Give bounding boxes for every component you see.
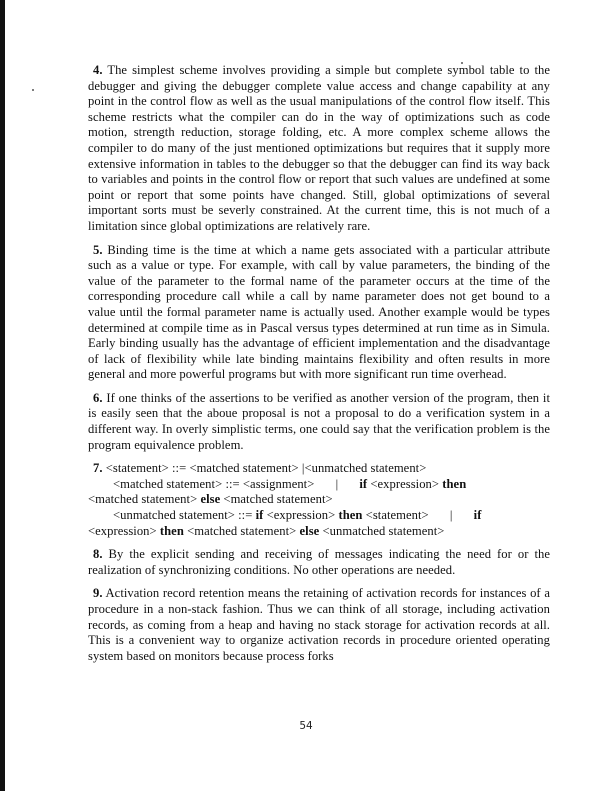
grammar-nonterminal: <unmatched statement>	[113, 508, 235, 523]
grammar-line	[88, 461, 550, 477]
grammar-nonterminal: <matched statement>	[88, 492, 198, 507]
note-7-grammar	[88, 461, 550, 539]
note-8	[88, 547, 550, 578]
grammar-keyword: then	[442, 476, 467, 491]
grammar-nonterminal: <matched statement>	[113, 476, 223, 491]
grammar-nonterminal: <expression>	[370, 476, 440, 491]
grammar-line	[88, 492, 550, 508]
note-text: By the explicit sending and receiving of messages indicating the need for or the realization of synchronizing conditions. No other operations are needed.	[88, 547, 550, 577]
grammar-nonterminal: <statement>	[105, 461, 169, 476]
grammar-operator: ::=	[225, 476, 240, 491]
grammar-nonterminal: <expression>	[88, 523, 157, 538]
note-number: 7.	[93, 461, 103, 476]
note-9	[88, 586, 550, 664]
grammar-nonterminal: <expression>	[266, 508, 336, 523]
note-number: 4.	[93, 63, 103, 77]
scan-edge-bar	[0, 0, 5, 791]
grammar-keyword: then	[159, 523, 184, 538]
note-text: Binding time is the time at which a name gets associated with a particular attribute such as a value or type. For example, with call by value parameters, the binding of the value of the parameter to the formal name of the parameter occurs at the time of the corresponding procedure call while a call by name parameter does not get bound to a value until the formal parameter name is actually used. Another example would be types determined at compile time as in Pascal versus types determined at run time as in Simula. Early binding usually has the advantage of efficient implementation and the disadvantage of lack of flexibility while late binding maintains flexibility and often results in more general and more powerful programs but with more significant run time overhead.	[88, 242, 550, 382]
grammar-line	[88, 477, 550, 493]
note-number: 9.	[93, 586, 103, 601]
grammar-nonterminal: <statement>	[365, 508, 429, 523]
note-number: 5.	[93, 242, 103, 257]
page-body	[88, 63, 550, 672]
grammar-keyword: if	[359, 476, 368, 491]
grammar-keyword: if	[255, 508, 264, 523]
grammar-nonterminal: <assignment>	[242, 476, 315, 491]
note-text: If one thinks of the assertions to be verified as another version of the program, then it is easily seen that the aboue proposal is not a proposal to do a verification system in a different way. In overly simplistic terms, one could say that the verification problem is the program equivalence problem.	[88, 390, 550, 452]
grammar-keyword: else	[200, 492, 221, 507]
note-text: The simplest scheme involves providing a simple but complete symbol table to the debugger and giving the debugger complete value access and change capability at any point in the control flow as well as the usual manipulations of the control flow itself. This scheme restricts what the compiler can do in the way of optimizations such as code motion, strength reduction, storage folding, etc. A more complex scheme allows the compiler to do many of the just mentioned optimizations but requires that it supply more extensive information in tables to the debugger so that the debugger can find its way back to variables and points in the control flow or report that such values are undefined at some point or report that some points have changed. Still, global optimizations of several important sorts must be severly constrained. At the current time, this is not much of a limitation since global optimizations are relatively rare.	[88, 63, 550, 233]
scan-speck	[32, 89, 34, 91]
grammar-nonterminal: <matched statement>	[189, 461, 299, 476]
grammar-keyword: else	[299, 523, 320, 538]
grammar-nonterminal: <unmatched statement>	[304, 461, 427, 476]
note-5	[88, 243, 550, 383]
note-4	[88, 63, 550, 235]
note-number: 6.	[93, 390, 103, 405]
grammar-bar: |	[449, 508, 453, 523]
grammar-keyword: if	[473, 508, 482, 523]
grammar-bar: |	[335, 476, 339, 491]
grammar-bar: |	[301, 461, 305, 476]
grammar-keyword: then	[338, 508, 363, 523]
note-number: 8.	[93, 547, 103, 562]
grammar-line	[88, 508, 550, 524]
grammar-line	[88, 524, 550, 540]
grammar-operator: ::=	[238, 508, 253, 523]
note-text: Activation record retention means the retaining of activation records for instances of a procedure in a non-stack fashion. Thus we can think of all storage, including activation records, as coming from a heap and having no stack storage for activation records at all. This is a convenient way to organize activation records in procedure oriented operating system based on monitors because process forks	[88, 586, 550, 663]
grammar-operator: ::=	[171, 461, 187, 476]
grammar-nonterminal: <matched statement>	[223, 492, 333, 507]
grammar-nonterminal: <matched statement>	[187, 523, 297, 538]
note-6	[88, 391, 550, 453]
page-number: 54	[299, 720, 313, 732]
grammar-nonterminal: <unmatched statement>	[322, 523, 445, 538]
